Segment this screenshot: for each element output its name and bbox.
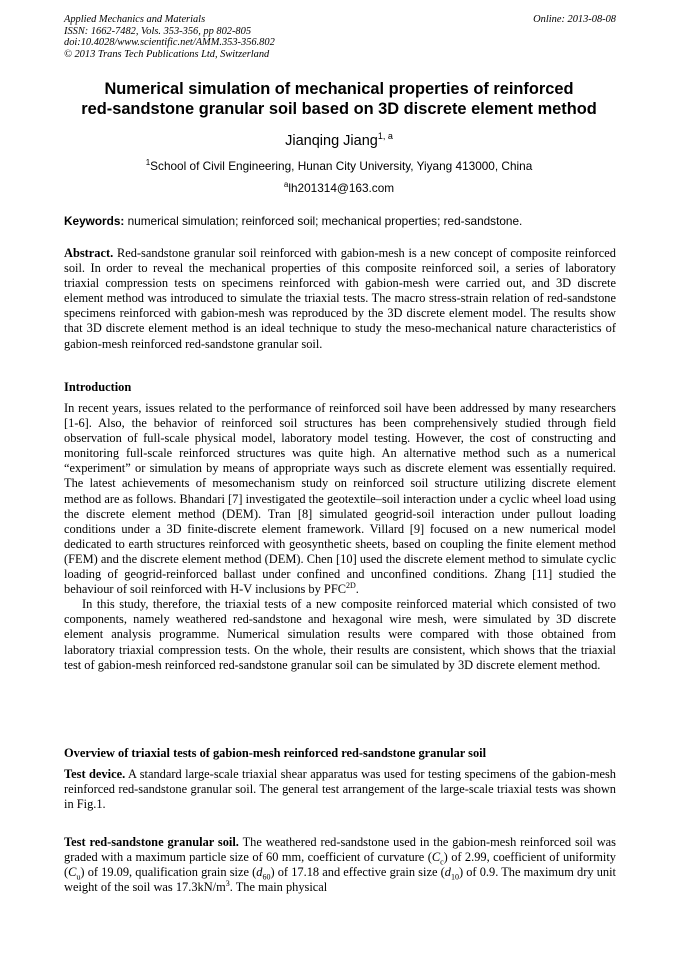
intro-p1-text: In recent years, issues related to the performance of reinforced soil have been addressed by many researchers [1-6]. Also, the behavior of reinforced soil structures has been comprehensively studied through field observation of full-scale physical model, laboratory model testing. However, the cost of constructing and monitoring full-scale reinforced structures was quite high. An alternative method such as a numerical “experiment” or simulation by means of appropriate ways such as discrete element was essentially required. The latest achievements of mesomechanism study on reinforced soil structure utilizing discrete element method are as follows. Bhandari [7] investigated the geotextile–soil interaction under a cyclic wheel load using the discrete element method (DEM). Tran [8] simulated geogrid-soil interaction under pullout loading conditions under a 3D finite-discrete element framework. Villard [9] focused on a new numerical model dedicated to earth structures reinforced with geosynthetic sheets, based on coupling the finite element method (FEM) and the discrete element method (DEM). Chen [10] used the discrete element method to simulate cyclic loading of geogrid-reinforced ballast under confined and unconfined conditions. Zhang [11] studied the behaviour of soil reinforced with H-V inclusions by PFC (64, 401, 616, 597)
title-line-1: Numerical simulation of mechanical properties of reinforced (104, 80, 574, 98)
affiliation (0, 158, 678, 173)
intro-p1-end: . (355, 582, 359, 597)
d10-variable: d (444, 865, 451, 880)
test-device-label: Test device. (64, 767, 126, 781)
d60-variable: d (256, 865, 263, 880)
abstract-text: Red-sandstone granular soil reinforced with gabion-mesh is a new concept of composite reinforced soil. In order to reveal the mechanical properties of this composite reinforced soil, a series of laboratory triaxial compression tests on specimens reinforced with gabion-mesh were carried out, and 3D discrete element method was introduced to simulate the triaxial tests. The macro stress-strain relation of red-sandstone specimens reinforced with gabion-mesh was reproduced by the 3D discrete element model. The results show that 3D discrete element method is an ideal technique to study the meso-mechanical nature characteristics of gabion-mesh reinforced red-sandstone granular soil. (64, 246, 616, 351)
author-line (0, 131, 678, 149)
author-email (0, 180, 678, 195)
soil-text-2: ) of 2.99, coefficient of uniformity ( (64, 850, 616, 880)
email-address[interactable]: lh201314@163.com (288, 180, 395, 195)
cc-variable: C (431, 850, 441, 865)
introduction-heading: Introduction (64, 380, 132, 394)
affiliation-marker: 1 (145, 158, 151, 167)
keywords-label: Keywords: (64, 214, 125, 228)
test-soil-label: Test red-sandstone granular soil. (64, 835, 239, 849)
cc-subscript: c (440, 857, 444, 867)
test-soil-paragraph (64, 835, 616, 895)
keywords-text: numerical simulation; reinforced soil; mechanical properties; red-sandstone. (127, 214, 523, 228)
introduction-paragraph-2: In this study, therefore, the triaxial tests of a new composite reinforced material which consisted of two components, namely weathered red-sandstone and hexagonal wire mesh, were simulated by 3D discrete element analysis programme. Numerical simulation results were compared with those obtained from laboratory triaxial compression tests. On the whole, their results are consistent, which shows that the triaxial test of gabion-mesh reinforced red-sandstone granular soil can be simulated by 3D discrete element method. (64, 597, 616, 672)
soil-text-6: . The main physical (229, 880, 328, 895)
cu-variable: C (68, 865, 77, 880)
abstract-label: Abstract. (64, 246, 114, 260)
email-marker: a (283, 180, 289, 189)
pfc-superscript: 2D (345, 581, 356, 590)
abstract (64, 246, 616, 352)
cu-subscript: u (76, 872, 81, 882)
soil-text-1: The weathered red-sandstone used in the gabion-mesh reinforced soil was graded with a maximum particle size of 60 mm, coefficient of curvature ( (64, 835, 616, 865)
keywords (64, 214, 616, 228)
author-name: Jianqing Jiang (285, 132, 378, 149)
introduction-paragraph-1 (64, 401, 616, 597)
overview-heading: Overview of triaxial tests of gabion-mesh reinforced red-sandstone granular soil (64, 746, 487, 760)
unit-superscript: 3 (225, 879, 230, 889)
paper-title (40, 80, 638, 119)
introduction-body (64, 401, 616, 673)
test-device-paragraph (64, 767, 616, 812)
soil-text-4: ) of 17.18 and effective grain size ( (270, 865, 445, 880)
test-device-text: A standard large-scale triaxial shear apparatus was used for testing specimens of the gabion-mesh reinforced red-sandstone granular soil. The general test arrangement of the large-scale triaxial tests was shown in Fig.1. (64, 767, 616, 812)
soil-text-5: ) of 0.9. The maximum dry unit weight of the soil was 17.3kN/m (64, 865, 616, 895)
copyright-line: © 2013 Trans Tech Publications Ltd, Switzerland (64, 48, 270, 60)
author-affil-marker: 1, a (377, 131, 393, 141)
title-line-2: red-sandstone granular soil based on 3D discrete element method (81, 99, 597, 118)
doi-line[interactable]: doi:10.4028/www.scientific.net/AMM.353-356.802 (64, 37, 275, 48)
online-date: Online: 2013-08-08 (533, 14, 616, 25)
soil-text-3: ) of 19.09, qualification grain size ( (80, 865, 257, 880)
issn-line: ISSN: 1662-7482, Vols. 353-356, pp 802-805 (64, 25, 252, 37)
d60-subscript: 60 (262, 872, 271, 882)
d10-subscript: 10 (450, 872, 459, 882)
affiliation-text: School of Civil Engineering, Hunan City University, Yiyang 413000, China (150, 158, 533, 173)
journal-header (64, 14, 616, 60)
journal-name: Applied Mechanics and Materials (64, 14, 206, 25)
